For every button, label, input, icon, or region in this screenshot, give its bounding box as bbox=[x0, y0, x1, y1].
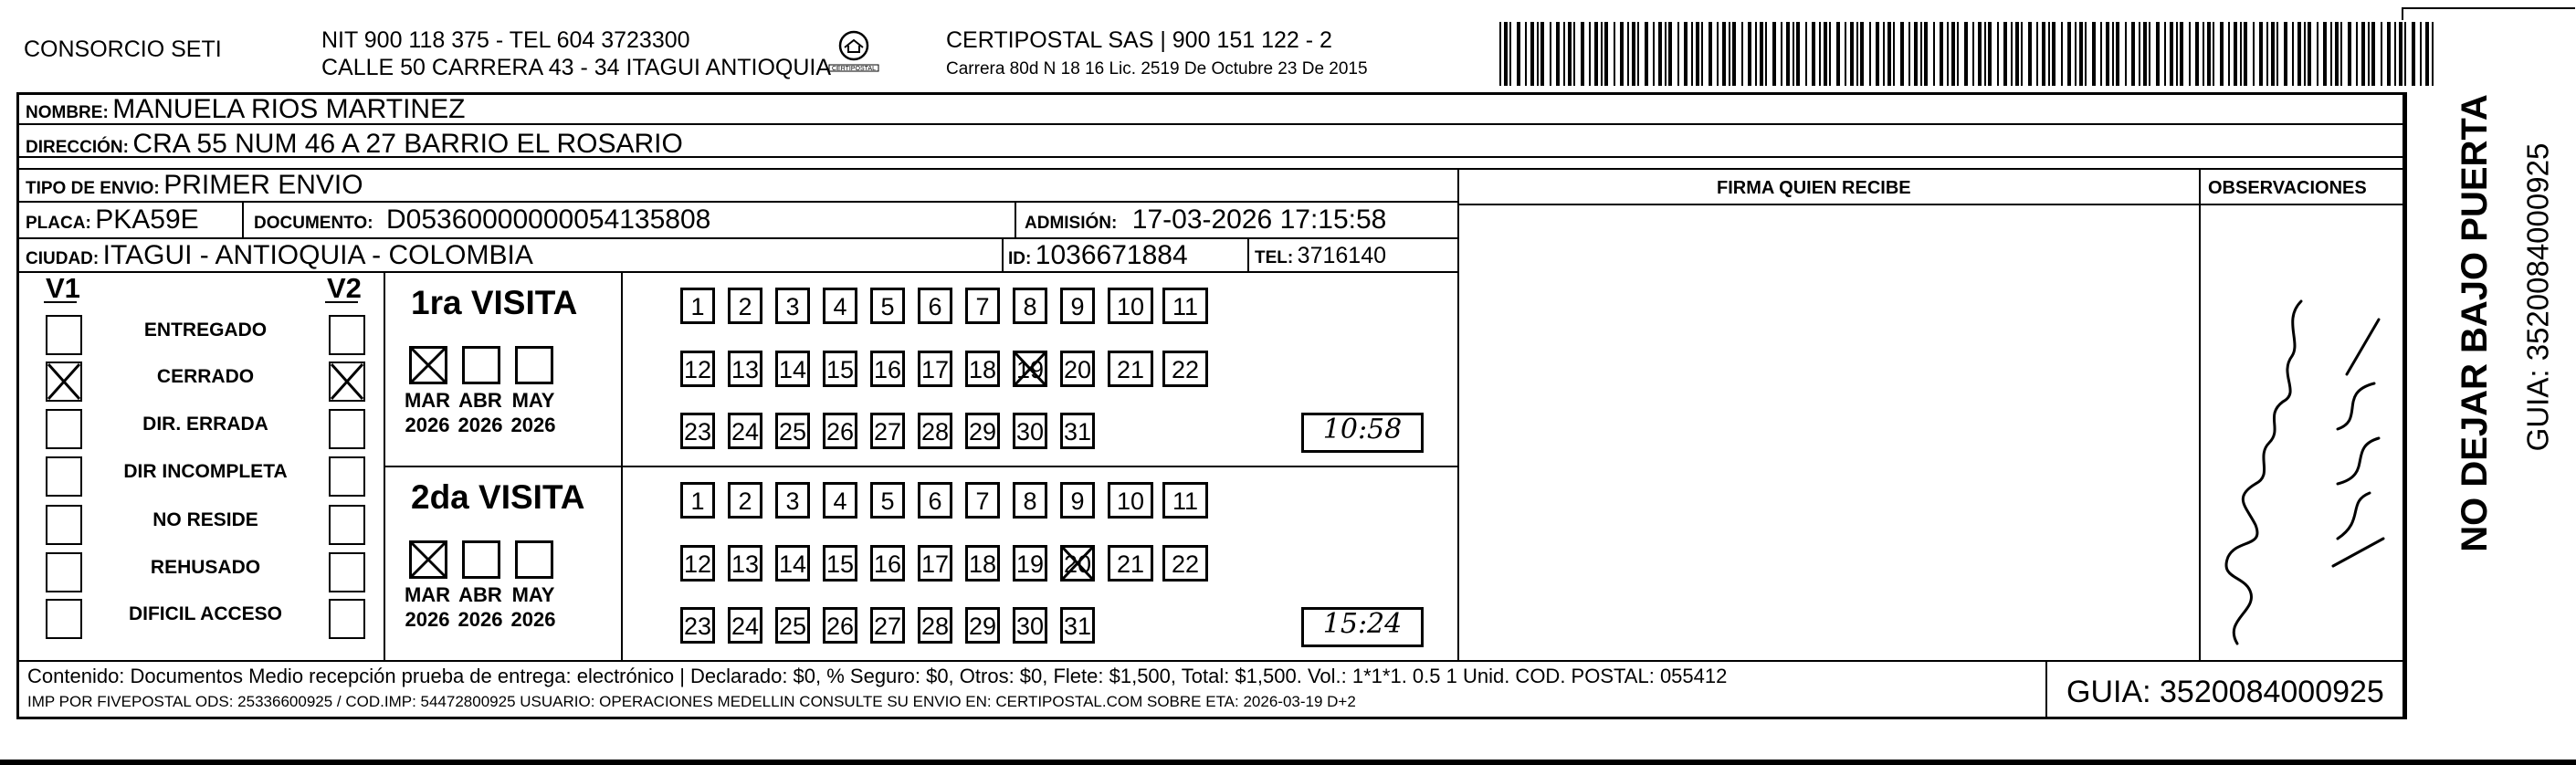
day-box-21[interactable]: 21 bbox=[1108, 545, 1153, 582]
tel-label: TEL: bbox=[1255, 248, 1294, 267]
footer-guia: GUIA: 3520084000925 bbox=[2066, 675, 2384, 709]
day-box-10[interactable]: 10 bbox=[1108, 288, 1153, 324]
day-box-20[interactable]: 20 bbox=[1060, 545, 1095, 582]
status-v2-checkbox[interactable] bbox=[329, 505, 365, 545]
direccion-row bbox=[26, 131, 683, 158]
month-label: ABR bbox=[458, 389, 502, 412]
day-box-14[interactable]: 14 bbox=[775, 351, 810, 387]
status-v2-checkbox[interactable] bbox=[329, 599, 365, 639]
month-year: 2026 bbox=[510, 414, 556, 436]
month-checkbox[interactable] bbox=[515, 346, 553, 384]
day-box-15[interactable]: 15 bbox=[823, 545, 857, 582]
day-box-31[interactable]: 31 bbox=[1060, 607, 1095, 644]
day-box-2[interactable]: 2 bbox=[728, 288, 762, 324]
side-guia-text: GUIA: 3520084000925 bbox=[2520, 142, 2555, 452]
nombre-label: NOMBRE: bbox=[26, 103, 109, 122]
status-label: DIR. ERRADA bbox=[142, 414, 268, 435]
day-box-14[interactable]: 14 bbox=[775, 545, 810, 582]
observaciones-header: OBSERVACIONES bbox=[2208, 178, 2367, 198]
month-year: 2026 bbox=[405, 414, 450, 436]
day-box-6[interactable]: 6 bbox=[918, 482, 952, 519]
day-box-24[interactable]: 24 bbox=[728, 607, 762, 644]
status-v2-checkbox[interactable] bbox=[329, 409, 365, 449]
day-box-16[interactable]: 16 bbox=[870, 545, 905, 582]
month-checkbox[interactable] bbox=[515, 540, 553, 579]
day-box-4[interactable]: 4 bbox=[823, 482, 857, 519]
day-check-mark-icon bbox=[1060, 545, 1095, 582]
month-check-mark-icon bbox=[409, 540, 447, 579]
month-year: 2026 bbox=[457, 608, 503, 631]
day-box-7[interactable]: 7 bbox=[965, 482, 1000, 519]
tel-value: 3716140 bbox=[1297, 243, 1386, 268]
day-box-30[interactable]: 30 bbox=[1013, 607, 1047, 644]
month-year: 2026 bbox=[457, 414, 503, 436]
day-box-19[interactable]: 19 bbox=[1013, 545, 1047, 582]
day-box-20[interactable]: 20 bbox=[1060, 351, 1095, 387]
direccion-value: CRA 55 NUM 46 A 27 BARRIO EL ROSARIO bbox=[132, 129, 683, 159]
tel-field bbox=[1255, 245, 1386, 267]
form-frame bbox=[16, 92, 2405, 719]
day-box-5[interactable]: 5 bbox=[870, 482, 905, 519]
ciudad-value: ITAGUI - ANTIOQUIA - COLOMBIA bbox=[102, 240, 533, 270]
status-v1-checkbox[interactable] bbox=[46, 315, 82, 355]
day-box-2[interactable]: 2 bbox=[728, 482, 762, 519]
status-v1-checkbox[interactable] bbox=[46, 599, 82, 639]
day-box-22[interactable]: 22 bbox=[1162, 545, 1208, 582]
month-checkbox[interactable] bbox=[462, 346, 500, 384]
day-box-28[interactable]: 28 bbox=[918, 413, 952, 449]
day-box-18[interactable]: 18 bbox=[965, 545, 1000, 582]
placa-label: PLACA: bbox=[26, 214, 91, 233]
day-box-23[interactable]: 23 bbox=[680, 607, 715, 644]
day-box-4[interactable]: 4 bbox=[823, 288, 857, 324]
documento-value: D05360000000054135808 bbox=[386, 204, 711, 235]
day-box-18[interactable]: 18 bbox=[965, 351, 1000, 387]
admision-value: 17-03-2026 17:15:58 bbox=[1131, 204, 1387, 235]
status-v2-checkbox[interactable] bbox=[329, 552, 365, 592]
footer-contenido: Contenido: Documentos Medio recepción prueba de entrega: electrónico | Declarado: $0, % Seguro: $0, Otros: $0, Flete: $1,500, Total: $1,500. Vol.: 1*1*1. 0.5 1 Unid. COD. POSTAL: 055412 bbox=[27, 665, 1728, 687]
day-box-24[interactable]: 24 bbox=[728, 413, 762, 449]
day-box-6[interactable]: 6 bbox=[918, 288, 952, 324]
license-line: Carrera 80d N 18 16 Lic. 2519 De Octubre 23 De 2015 bbox=[946, 59, 1368, 79]
carrier-line: CERTIPOSTAL SAS | 900 151 122 - 2 bbox=[946, 27, 1332, 53]
day-box-31[interactable]: 31 bbox=[1060, 413, 1095, 449]
company-name: CONSORCIO SETI bbox=[24, 37, 222, 62]
day-box-17[interactable]: 17 bbox=[918, 545, 952, 582]
day-box-26[interactable]: 26 bbox=[823, 413, 857, 449]
tipo-value: PRIMER ENVIO bbox=[163, 170, 363, 200]
admision-field bbox=[1025, 206, 1386, 234]
footer-imp: IMP POR FIVEPOSTAL ODS: 25336600925 / COD.IMP: 54472800925 USUARIO: OPERACIONES MEDELLIN CONSULTE SU ENVIO EN: CERTIPOSTAL.COM SOBRE ETA: 2026-03-19 D+2 bbox=[27, 693, 1356, 710]
day-box-21[interactable]: 21 bbox=[1108, 351, 1153, 387]
day-box-9[interactable]: 9 bbox=[1060, 288, 1095, 324]
status-v2-check-mark-icon bbox=[329, 362, 365, 402]
status-label: DIFICIL ACCESO bbox=[128, 603, 282, 624]
day-box-23[interactable]: 23 bbox=[680, 413, 715, 449]
side-warning-text: NO DEJAR BAJO PUERTA bbox=[2455, 94, 2495, 552]
month-label: MAY bbox=[511, 389, 555, 412]
day-box-10[interactable]: 10 bbox=[1108, 482, 1153, 519]
status-label: CERRADO bbox=[156, 366, 255, 387]
day-box-16[interactable]: 16 bbox=[870, 351, 905, 387]
day-check-mark-icon bbox=[1013, 351, 1047, 387]
month-label: ABR bbox=[458, 583, 502, 606]
handwritten-time: 10:58 bbox=[1322, 414, 1403, 445]
status-v1-checkbox[interactable] bbox=[46, 505, 82, 545]
status-label: REHUSADO bbox=[150, 557, 261, 578]
month-checkbox[interactable] bbox=[462, 540, 500, 579]
handwritten-signature bbox=[2201, 265, 2411, 657]
day-box-1[interactable]: 1 bbox=[680, 482, 715, 519]
day-box-12[interactable]: 12 bbox=[680, 351, 715, 387]
handwritten-time: 15:24 bbox=[1322, 608, 1403, 640]
ciudad-label: CIUDAD: bbox=[26, 249, 100, 268]
month-year: 2026 bbox=[510, 608, 556, 631]
day-box-7[interactable]: 7 bbox=[965, 288, 1000, 324]
tipo-label: TIPO DE ENVIO: bbox=[26, 179, 160, 198]
day-box-1[interactable]: 1 bbox=[680, 288, 715, 324]
day-box-9[interactable]: 9 bbox=[1060, 482, 1095, 519]
logo-text: CERTIPOSTAL bbox=[832, 66, 876, 72]
placa-value: PKA59E bbox=[95, 204, 199, 235]
day-box-25[interactable]: 25 bbox=[775, 607, 810, 644]
month-label: MAR bbox=[404, 389, 451, 412]
status-label: NO RESIDE bbox=[152, 509, 258, 530]
day-box-17[interactable]: 17 bbox=[918, 351, 952, 387]
day-box-26[interactable]: 26 bbox=[823, 607, 857, 644]
day-box-30[interactable]: 30 bbox=[1013, 413, 1047, 449]
tipo-envio-row bbox=[26, 172, 363, 199]
day-box-29[interactable]: 29 bbox=[965, 413, 1000, 449]
ciudad-field bbox=[26, 242, 533, 269]
status-label: ENTREGADO bbox=[143, 320, 268, 341]
nit-line: NIT 900 118 375 - TEL 604 3723300 bbox=[321, 27, 690, 53]
day-box-19[interactable]: 19 bbox=[1013, 351, 1047, 387]
month-check-mark-icon bbox=[409, 346, 447, 384]
day-box-13[interactable]: 13 bbox=[728, 351, 762, 387]
month-year: 2026 bbox=[405, 608, 450, 631]
day-box-27[interactable]: 27 bbox=[870, 413, 905, 449]
day-box-29[interactable]: 29 bbox=[965, 607, 1000, 644]
day-box-11[interactable]: 11 bbox=[1162, 288, 1208, 324]
barcode-icon bbox=[1498, 22, 2438, 86]
v1-header: V1 bbox=[46, 272, 80, 304]
placa-field bbox=[26, 206, 199, 234]
nombre-value: MANUELA RIOS MARTINEZ bbox=[112, 94, 466, 124]
visit-title: 2da VISITA bbox=[411, 478, 585, 516]
admision-label: ADMISIÓN: bbox=[1025, 214, 1118, 233]
day-box-3[interactable]: 3 bbox=[775, 482, 810, 519]
documento-field bbox=[254, 206, 710, 234]
day-box-11[interactable]: 11 bbox=[1162, 482, 1208, 519]
status-v1-checkbox[interactable] bbox=[46, 456, 82, 497]
firma-header: FIRMA QUIEN RECIBE bbox=[1717, 178, 1911, 198]
status-v2-checkbox[interactable] bbox=[329, 315, 365, 355]
day-box-27[interactable]: 27 bbox=[870, 607, 905, 644]
v2-header: V2 bbox=[327, 272, 362, 304]
side-warning-panel bbox=[2411, 94, 2555, 624]
id-label: ID: bbox=[1008, 249, 1032, 268]
day-box-8[interactable]: 8 bbox=[1013, 482, 1047, 519]
status-v2-checkbox[interactable] bbox=[329, 456, 365, 497]
status-v1-checkbox[interactable] bbox=[46, 409, 82, 449]
day-box-8[interactable]: 8 bbox=[1013, 288, 1047, 324]
status-v1-checkbox[interactable] bbox=[46, 552, 82, 592]
day-box-3[interactable]: 3 bbox=[775, 288, 810, 324]
documento-label: DOCUMENTO: bbox=[254, 214, 373, 233]
nombre-row bbox=[26, 96, 465, 123]
visit-title: 1ra VISITA bbox=[411, 284, 578, 321]
day-box-15[interactable]: 15 bbox=[823, 351, 857, 387]
address-line: CALLE 50 CARRERA 43 - 34 ITAGUI ANTIOQUIA bbox=[321, 55, 832, 80]
day-box-12[interactable]: 12 bbox=[680, 545, 715, 582]
status-label: DIR INCOMPLETA bbox=[123, 461, 288, 482]
status-v1-check-mark-icon bbox=[46, 362, 82, 402]
day-box-13[interactable]: 13 bbox=[728, 545, 762, 582]
day-box-5[interactable]: 5 bbox=[870, 288, 905, 324]
direccion-label: DIRECCIÓN: bbox=[26, 138, 129, 157]
day-box-25[interactable]: 25 bbox=[775, 413, 810, 449]
id-field bbox=[1008, 242, 1188, 269]
id-value: 1036671884 bbox=[1035, 240, 1188, 270]
day-box-28[interactable]: 28 bbox=[918, 607, 952, 644]
month-label: MAY bbox=[511, 583, 555, 606]
month-label: MAR bbox=[404, 583, 451, 606]
certipostal-logo-icon bbox=[826, 27, 881, 80]
day-box-22[interactable]: 22 bbox=[1162, 351, 1208, 387]
